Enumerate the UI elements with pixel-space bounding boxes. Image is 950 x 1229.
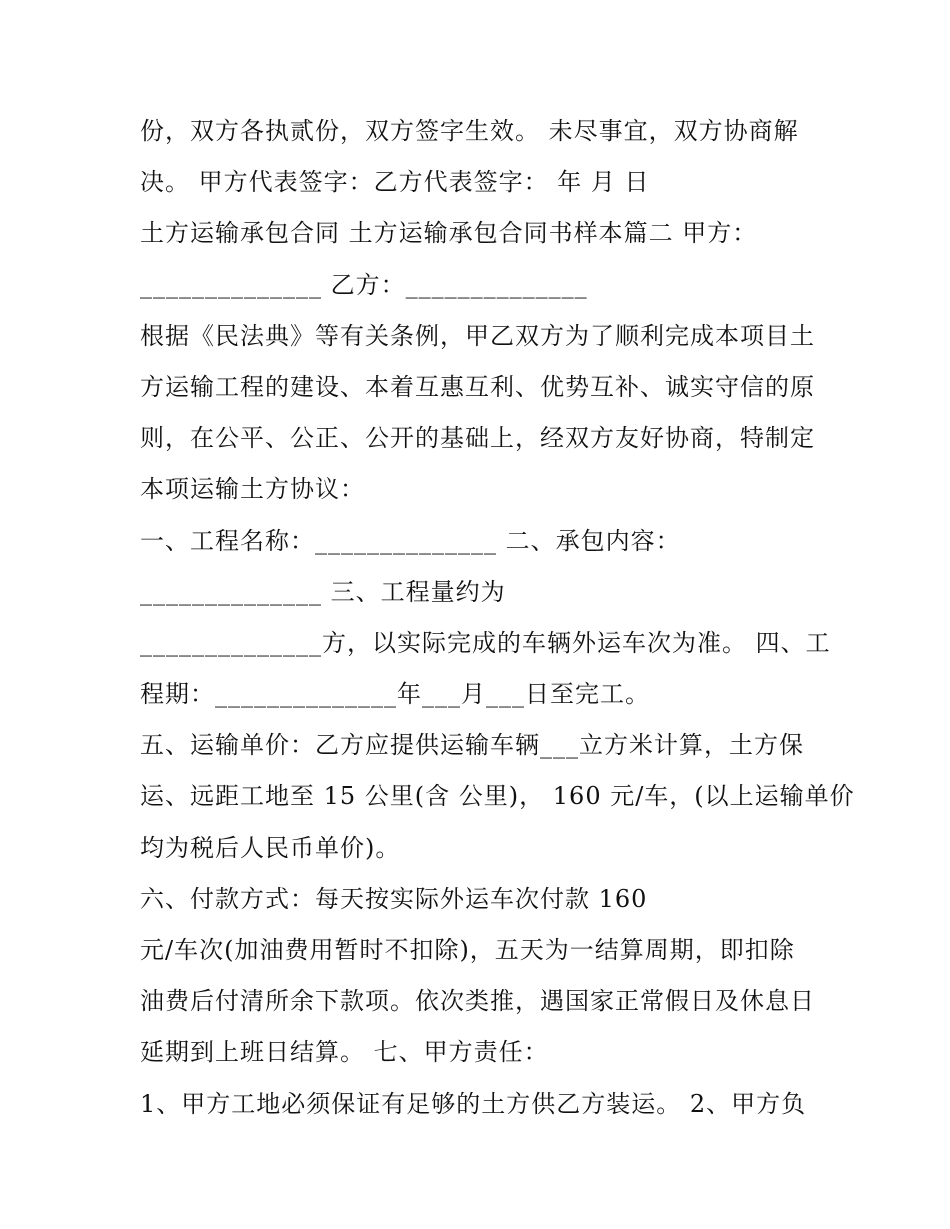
text-line: 决。 甲方代表签字：乙方代表签字： 年 月 日 (140, 168, 650, 197)
text-line: 元/车次(加油费用暂时不扣除)，五天为一结算周期，即扣除 (140, 936, 795, 964)
text-line: ______________方，以实际完成的车辆外运车次为准。 四、工 (140, 628, 831, 657)
text-line: 油费后付清所余下款项。依次类推，遇国家正常假日及休息日 (140, 987, 815, 1016)
text-line: 五、运输单价：乙方应提供运输车辆___立方米计算，土方保 (140, 731, 804, 760)
text-line: 土方运输承包合同 土方运输承包合同书样本篇二 甲方： (140, 219, 758, 248)
text-line: 六、付款方式：每天按实际外运车次付款 160 (140, 884, 648, 913)
text-line: 本项运输土方协议： (140, 475, 365, 504)
text-line: 一、工程名称：______________ 二、承包内容： (140, 526, 681, 555)
text-line: 1、甲方工地必须保证有足够的土方供乙方装运。 2、甲方负 (140, 1089, 807, 1118)
document-body (140, 106, 855, 1130)
text-line: ______________ 乙方：______________ (140, 270, 588, 299)
text-line: ______________ 三、工程量约为 (140, 577, 506, 606)
text-line: 份，双方各执贰份，双方签字生效。 未尽事宜，双方协商解 (140, 117, 799, 145)
text-line: 均为税后人民币单价)。 (140, 833, 401, 862)
text-line: 则，在公平、公正、公开的基础上，经双方友好协商，特制定 (140, 424, 815, 453)
text-line: 延期到上班日结算。 七、甲方责任： (140, 1038, 549, 1067)
text-line: 根据《民法典》等有关条例，甲乙双方为了顺利完成本项目土 (140, 321, 815, 350)
text-line: 方运输工程的建设、本着互惠互利、优势互补、诚实守信的原 (140, 372, 815, 401)
text-line: 运、远距工地至 15 公里(含 公里)， 160 元/车，(以上运输单价 (140, 782, 855, 811)
text-line: 程期：______________年___月___日至完工。 (140, 680, 650, 709)
